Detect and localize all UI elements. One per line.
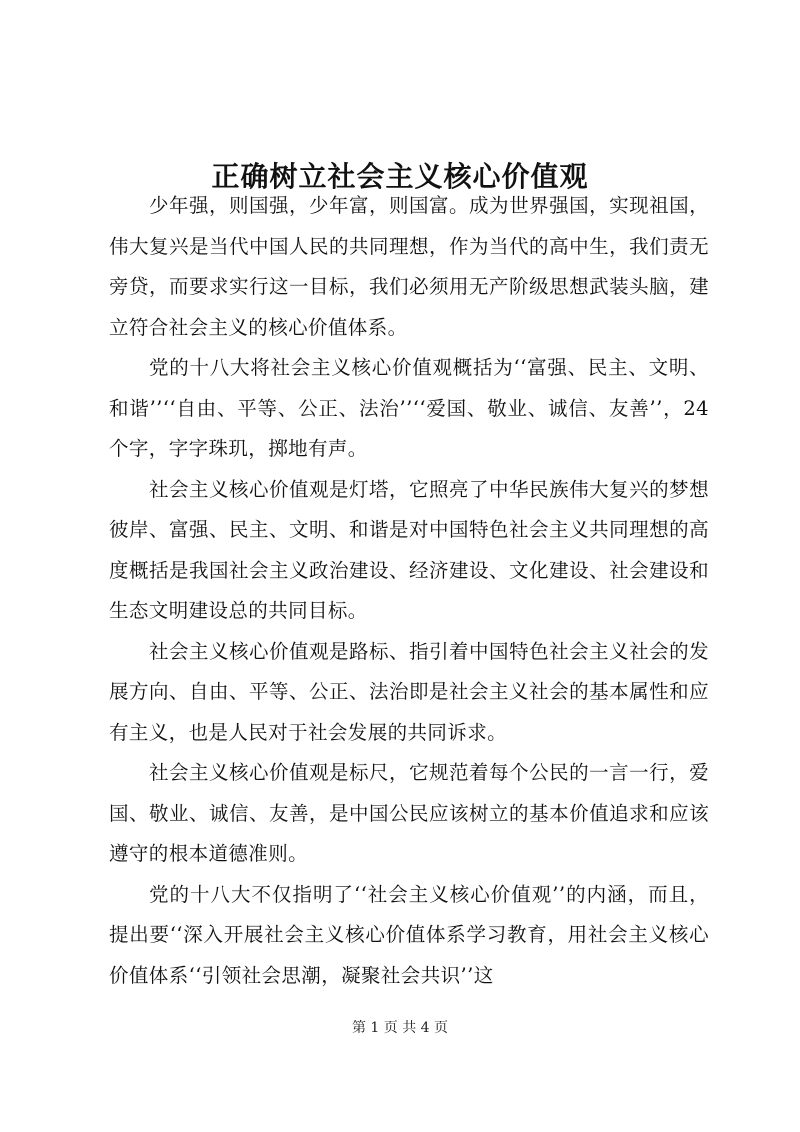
paragraph-5: 社会主义核心价值观是标尺，它规范着每个公民的一言一行，爱国、敬业、诚信、友善，是中国公民应该树立的基本价值追求和应该遵守的根本道德准则。 — [109, 761, 709, 865]
document-title: 正确树立社会主义核心价值观 — [211, 159, 589, 193]
page-number-footer: 第 1 页 共 4 页 — [351, 1020, 449, 1036]
paragraph-4: 社会主义核心价值观是路标、指引着中国特色社会主义社会的发展方向、自由、平等、公正、法治即是社会主义社会的基本属性和应有主义，也是人民对于社会发展的共同诉求。 — [109, 639, 709, 744]
paragraph-6: 党的十八大不仅指明了‘‘社会主义核心价值观’’的内涵，而且，提出要‘‘深入开展社会主义核心价值体系学习教育，用社会主义核心价值体系‘‘引领社会思潮，凝聚社会共识’’这 — [109, 882, 709, 987]
document-body — [109, 186, 709, 996]
paragraph-2: 党的十八大将社会主义核心价值观概括为‘‘富强、民主、文明、和谐’’‘‘自由、平等、公正、法治’’‘‘爱国、敬业、诚信、友善’’，24个字，字字珠玑，掷地有声。 — [109, 356, 709, 460]
paragraph-1: 少年强，则国强，少年富，则国富。成为世界强国，实现祖国，伟大复兴是当代中国人民的共同理想，作为当代的高中生，我们责无旁贷，而要求实行这一目标，我们必须用无产阶级思想武装头脑，建立符合社会主义的核心价值体系。 — [109, 194, 709, 339]
paragraph-3: 社会主义核心价值观是灯塔，它照亮了中华民族伟大复兴的梦想彼岸、富强、民主、文明、和谐是对中国特色社会主义共同理想的高度概括是我国社会主义政治建设、经济建设、文化建设、社会建设和生态文明建设总的共同目标。 — [109, 477, 709, 622]
